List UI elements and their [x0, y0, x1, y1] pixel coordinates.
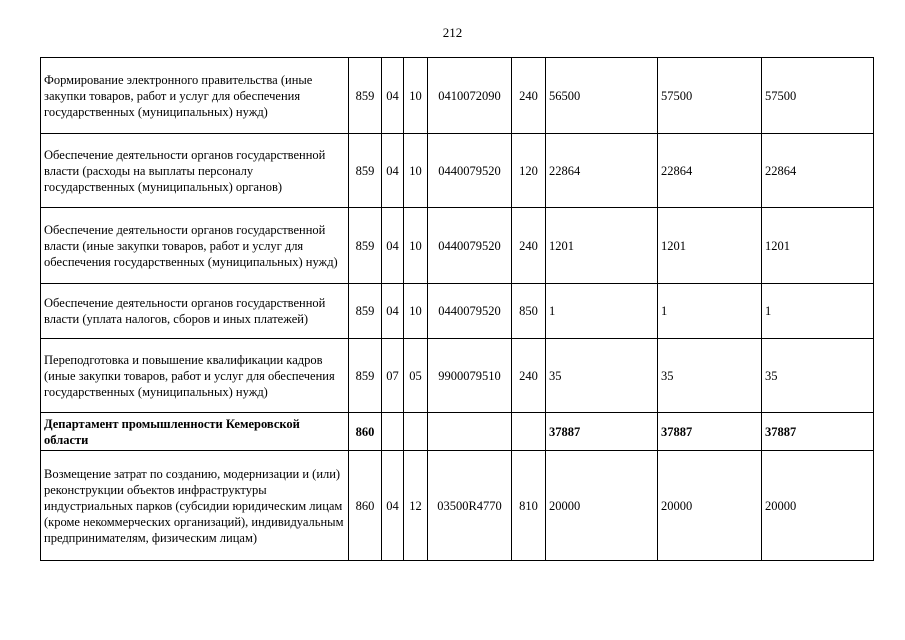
amount-year-3: 57500	[762, 58, 874, 134]
amount-year-2: 35	[658, 339, 762, 413]
amount-year-1: 22864	[546, 134, 658, 208]
row-name: Формирование электронного правительства (иные закупки товаров, работ и услуг для обеспечения государственных (муниципальных) нужд)	[41, 58, 349, 134]
amount-year-2: 20000	[658, 451, 762, 561]
amount-year-2: 22864	[658, 134, 762, 208]
expense-type-code: 240	[512, 58, 546, 134]
table-row	[41, 58, 874, 134]
ministry-code: 860	[349, 413, 382, 451]
page-number: 212	[442, 25, 463, 40]
subsection-code: 10	[404, 58, 428, 134]
ministry-code: 859	[349, 208, 382, 284]
amount-year-3: 37887	[762, 413, 874, 451]
expense-type-code: 240	[512, 208, 546, 284]
amount-year-2: 1	[658, 284, 762, 339]
target-article-code: 0440079520	[428, 208, 512, 284]
table-row	[41, 451, 874, 561]
amount-year-1: 56500	[546, 58, 658, 134]
section-code: 04	[382, 284, 404, 339]
expense-type-code: 850	[512, 284, 546, 339]
subsection-code	[404, 413, 428, 451]
table-row	[41, 208, 874, 284]
target-article-code: 0410072090	[428, 58, 512, 134]
expense-type-code: 120	[512, 134, 546, 208]
table-row	[41, 339, 874, 413]
amount-year-3: 22864	[762, 134, 874, 208]
row-name: Переподготовка и повышение квалификации кадров (иные закупки товаров, работ и услуг для обеспечения государственных (муниципальных) нужд)	[41, 339, 349, 413]
amount-year-1: 1201	[546, 208, 658, 284]
ministry-code: 859	[349, 284, 382, 339]
amount-year-3: 1201	[762, 208, 874, 284]
amount-year-3: 1	[762, 284, 874, 339]
target-article-code: 03500R4770	[428, 451, 512, 561]
target-article-code: 0440079520	[428, 284, 512, 339]
amount-year-1: 35	[546, 339, 658, 413]
ministry-code: 859	[349, 134, 382, 208]
amount-year-1: 1	[546, 284, 658, 339]
amount-year-2: 57500	[658, 58, 762, 134]
section-code: 04	[382, 58, 404, 134]
department-name: Департамент промышленности Кемеровской области	[41, 413, 349, 451]
target-article-code: 0440079520	[428, 134, 512, 208]
section-code: 04	[382, 208, 404, 284]
table-row	[41, 134, 874, 208]
amount-year-2: 1201	[658, 208, 762, 284]
amount-year-1: 20000	[546, 451, 658, 561]
expense-type-code: 810	[512, 451, 546, 561]
row-name: Обеспечение деятельности органов государственной власти (иные закупки товаров, работ и услуг для обеспечения государственных (муниципальных) нужд)	[41, 208, 349, 284]
amount-year-1: 37887	[546, 413, 658, 451]
section-code	[382, 413, 404, 451]
subsection-code: 12	[404, 451, 428, 561]
expense-type-code: 240	[512, 339, 546, 413]
table-row	[41, 284, 874, 339]
subsection-code: 10	[404, 208, 428, 284]
budget-table	[40, 57, 874, 561]
amount-year-3: 20000	[762, 451, 874, 561]
row-name: Обеспечение деятельности органов государственной власти (уплата налогов, сборов и иных платежей)	[41, 284, 349, 339]
ministry-code: 860	[349, 451, 382, 561]
section-code: 07	[382, 339, 404, 413]
subsection-code: 10	[404, 284, 428, 339]
subsection-code: 05	[404, 339, 428, 413]
section-code: 04	[382, 134, 404, 208]
section-code: 04	[382, 451, 404, 561]
expense-type-code	[512, 413, 546, 451]
ministry-code: 859	[349, 58, 382, 134]
amount-year-2: 37887	[658, 413, 762, 451]
target-article-code: 9900079510	[428, 339, 512, 413]
target-article-code	[428, 413, 512, 451]
amount-year-3: 35	[762, 339, 874, 413]
table-row-department	[41, 413, 874, 451]
ministry-code: 859	[349, 339, 382, 413]
row-name: Возмещение затрат по созданию, модернизации и (или) реконструкции объектов инфраструктуры индустриальных парков (субсидии юридическим лицам (кроме некоммерческих организаций), индивидуальным предпринимателям, физическим лицам)	[41, 451, 349, 561]
row-name: Обеспечение деятельности органов государственной власти (расходы на выплаты персоналу государственных (муниципальных) органов)	[41, 134, 349, 208]
subsection-code: 10	[404, 134, 428, 208]
